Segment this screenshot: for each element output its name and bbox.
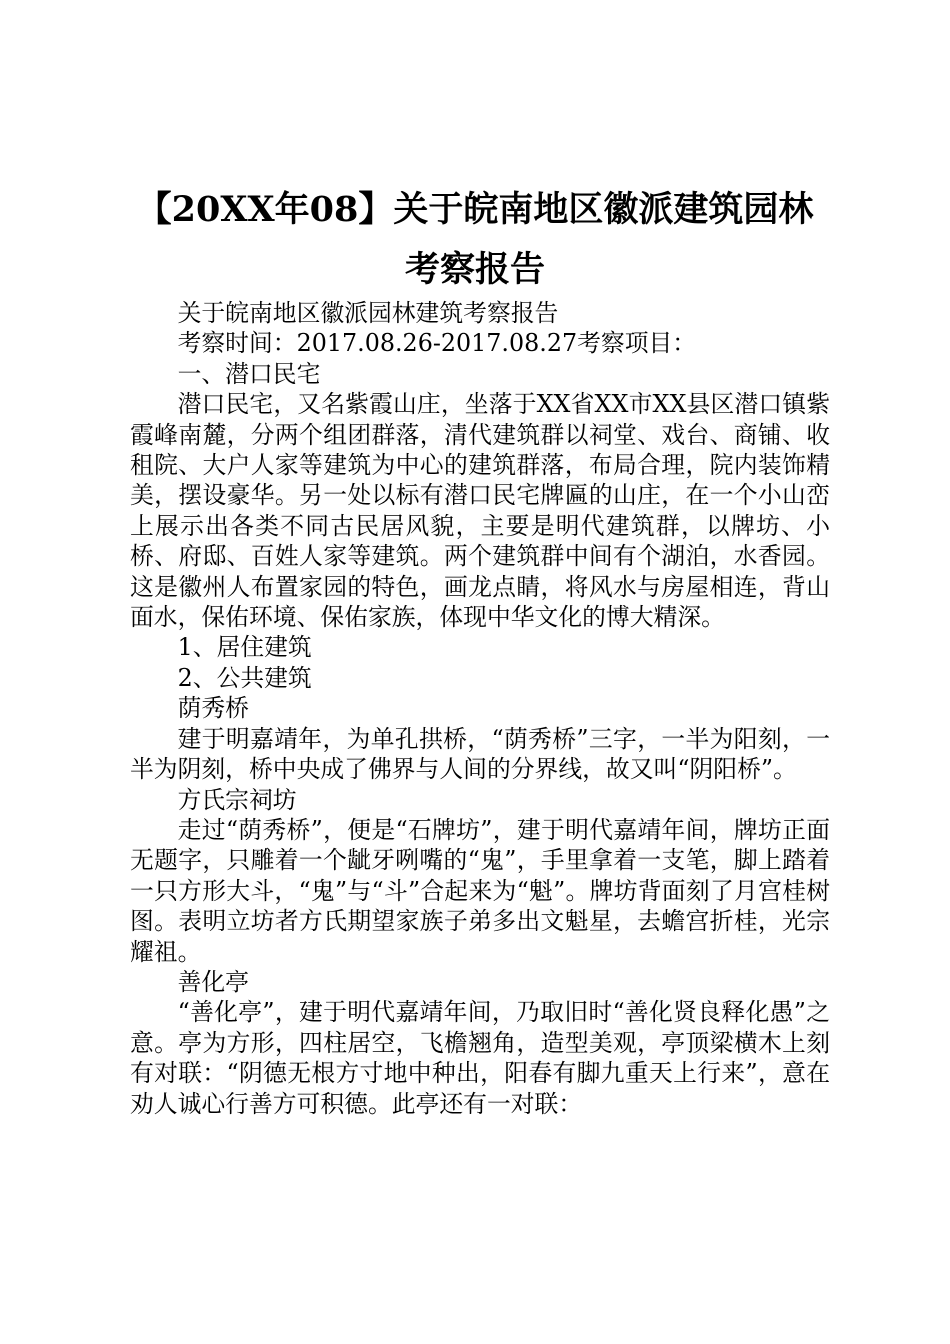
heading-yinxiu-bridge: 荫秀桥 [177, 694, 249, 723]
document-title: 【20XX年08】关于皖南地区徽派建筑园林考察报告 [136, 189, 814, 290]
heading-public-buildings: 2、公共建筑 [177, 663, 312, 692]
heading-shanhua-pavilion: 善化亭 [177, 967, 249, 996]
heading-residential-buildings: 1、居住建筑 [177, 633, 312, 662]
document-body [130, 298, 830, 1119]
paragraph-qiankou-description: 潜口民宅，又名紫霞山庄，坐落于XX省XX市XX县区潜口镇紫霞峰南麓，分两个组团群落，清代建筑群以祠堂、戏台、商铺、收租院、大户人家等建筑为中心的建筑群落，布局合理，院内装饰精美，摆设豪华。另一处以标有潜口民宅牌匾的山庄，在一个小山峦上展示出各类不同古民居风貌，主要是明代建筑群，以牌坊、小桥、府邸、百姓人家等建筑。两个建筑群中间有个湖泊，水香园。这是徽州人布置家园的特色，画龙点睛，将风水与房屋相连，背山面水，保佑环境、保佑家族，体现中华文化的博大精深。 [130, 390, 830, 632]
paragraph-yinxiu-bridge: 建于明嘉靖年，为单孔拱桥，“荫秀桥”三字，一半为阳刻，一半为阴刻，桥中央成了佛界与人间的分界线，故又叫“阴阳桥”。 [130, 724, 830, 784]
heading-fang-ancestral-arch: 方氏宗祠坊 [177, 785, 297, 814]
paragraph-shanhua-pavilion: “善化亭”，建于明代嘉靖年间，乃取旧时“善化贤良释化愚”之意。亭为方形，四柱居空，飞檐翘角，造型美观，亭顶梁横木上刻有对联：“阴德无根方寸地中种出，阳春有脚九重天上行来”，意在劝人诚心行善方可积德。此亭还有一对联： [130, 998, 830, 1118]
paragraph-fang-ancestral-arch: 走过“荫秀桥”，便是“石牌坊”，建于明代嘉靖年间，牌坊正面无题字，只雕着一个龇牙咧嘴的“鬼”，手里拿着一支笔，脚上踏着一只方形大斗，“鬼”与“斗”合起来为“魁”。牌坊背面刻了月宫桂树图。表明立坊者方氏期望家族子弟多出文魁星，去蟾宫折桂，光宗耀祖。 [130, 815, 830, 966]
paragraph-report-name: 关于皖南地区徽派园林建筑考察报告 [177, 299, 559, 327]
heading-qiankou-residences: 一、潜口民宅 [177, 359, 321, 388]
paragraph-inspection-time: 考察时间：2017.08.26-2017.08.27考察项目： [177, 329, 697, 358]
